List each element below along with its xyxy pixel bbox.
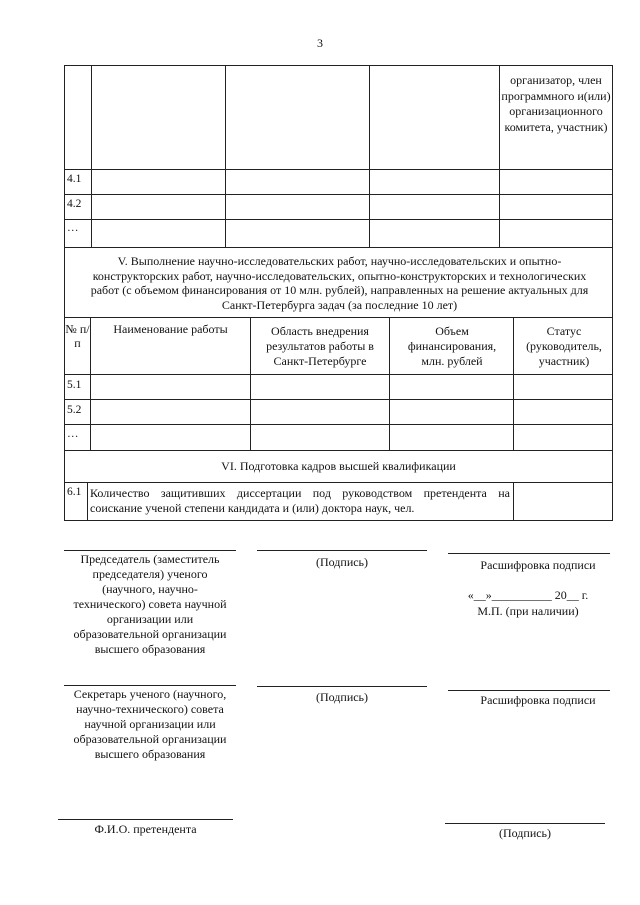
- date-line: «__»__________ 20__ г.: [467, 588, 589, 602]
- section6-table: [64, 450, 613, 521]
- table-row-number: 6.1: [67, 486, 82, 498]
- chair-title: Председатель (заместитель председателя) ученого (научного, научно-технического) совета научной организации или образовательной организации высшего образования: [73, 552, 227, 656]
- stamp-label: М.П. (при наличии): [477, 604, 579, 618]
- secretary-decoding-label: Расшифровка подписи: [480, 693, 596, 707]
- top-table: [64, 65, 613, 248]
- section5-table: [64, 247, 613, 451]
- col-area-header: Область внедрения результатов работы в Санкт-Петербурге: [266, 324, 374, 368]
- section6-title: VI. Подготовка кадров высшей квалификации: [221, 459, 456, 473]
- col-status-header: Статус (руководитель, участник): [526, 324, 602, 368]
- applicant-name-label: Ф.И.О. претендента: [94, 822, 197, 836]
- applicant-signature-label: (Подпись): [498, 826, 552, 840]
- top-table-header-cell: организатор, член программного и(или) организационного комитета, участник): [501, 73, 611, 134]
- table-row-number: 4.1: [67, 173, 82, 185]
- chair-signature-label: (Подпись): [315, 555, 369, 569]
- page-number: 3: [317, 36, 323, 50]
- col-volume-header: Объем финансирования, млн. рублей: [407, 324, 497, 368]
- table-row-number: …: [67, 222, 79, 234]
- section6-row-text: Количество защитивших диссертации под руководством претендента на соискание ученой степени кандидата и (или) доктора наук, чел.: [90, 486, 510, 515]
- chair-decoding-label: Расшифровка подписи: [480, 558, 596, 572]
- col-num-header: № п/п: [65, 322, 90, 350]
- col-name-header: Наименование работы: [113, 322, 228, 336]
- secretary-signature-label: (Подпись): [315, 690, 369, 704]
- table-row-number: …: [67, 428, 79, 440]
- table-row-number: 5.1: [67, 379, 82, 391]
- table-row-number: 4.2: [67, 198, 82, 210]
- table-row-number: 5.2: [67, 404, 82, 416]
- secretary-title: Секретарь ученого (научного, научно-технического) совета научной организации или образовательной организации высшего образования: [73, 687, 227, 761]
- section5-title: V. Выполнение научно-исследовательских работ, научно-исследовательских и опытно-конструкторских работ, научно-исследовательских, опытно-конструкторских и технологических работ (с объемом финансирования от 10 млн. рублей), направленных на решение актуальных для Санкт-Петербурга задач (за последние 10 лет): [90, 254, 589, 312]
